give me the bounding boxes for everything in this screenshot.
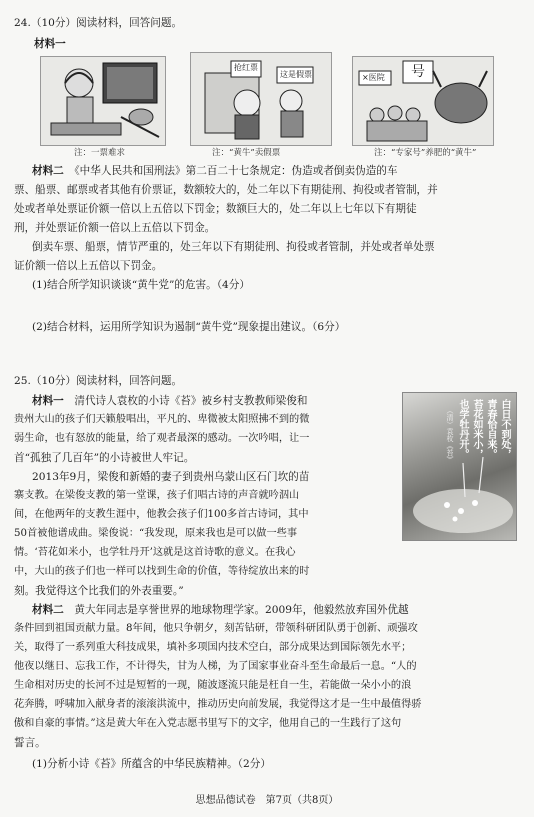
- q24-material2-line-4: 刑，并处票证价额一倍以上五倍以下罚金。: [14, 222, 216, 234]
- q25-material2-line-6: 花奔腾，呼啸加入献身者的滚滚洪流中，推动历史向前发展，我觉得这才是一生中最值得骄: [14, 699, 422, 710]
- q25-material1-line-1: [32, 392, 307, 411]
- q24-header: 24.（10分）阅读材料，回答问题。: [14, 17, 183, 29]
- cartoon-ticket-hard-to-get: [40, 56, 166, 146]
- q25-question-1: (1)分析小诗《苔》所蕴含的中华民族精神。（2分）: [32, 758, 271, 770]
- cartoon-2-caption: 注：“黄牛”卖假票: [212, 148, 281, 158]
- q25-material2-line-4: 他夜以继日、忘我工作，不计得失，甘为人梯，为了国家事业奋斗至生命最后一息。“人的: [14, 661, 417, 672]
- poem-text-column-4: 也学牡丹开。: [457, 399, 468, 459]
- poem-author: （清）袁枚《苔》: [446, 407, 454, 463]
- q25-material1-first-text: 清代诗人袁枚的小诗《苔》被乡村支教教师梁俊和: [74, 395, 308, 407]
- q25-material1-label: 材料一: [32, 395, 64, 407]
- cartoon-expert-number-scalper: [352, 56, 494, 146]
- sign-grab-ticket: 抢红票: [234, 63, 258, 72]
- poem-text-column-2: 青春恰自来。: [485, 399, 496, 459]
- q25-material1-line-6: 寨支教。在梁俊支教的第一堂课，孩子们唱古诗的声音就吟泅山: [14, 490, 300, 501]
- q25-material1-line-3: 弱生命，也有怒放的能量，给了观者最深的感动。一次吟唱，让一: [14, 433, 310, 444]
- q24-question-1: (1)结合所学知识谈谈“黄牛党”的危害。（4分）: [32, 279, 250, 291]
- q24-material2-line-3: 处或者单处票证价额一倍以上五倍以下罚金；数额巨大的，处二年以上七年以下有期徒: [14, 203, 417, 215]
- q24-material2-label: 材料二: [32, 165, 64, 177]
- q25-material2-line-2: 条件回到祖国贡献力量。8年间，他只争朝夕，刻苦钻研，带领科研团队勇于创新、顽强攻: [14, 623, 418, 634]
- q25-material2-line-8: 誓言。: [14, 737, 46, 749]
- cartoon-ticket-illustration: [41, 57, 165, 145]
- q25-material1-line-7: 间，在他两年的支教生涯中，他教会孩子们100多首古诗词，其中: [14, 509, 309, 520]
- q24-material2-line-5: 倒卖车票、船票，情节严重的，处三年以下有期徒刑、拘役或者管制，并处或者单处票: [32, 241, 435, 253]
- q25-material1-line-2: 贵州大山的孩子们天籁般唱出，平凡的、卑微被太阳照拂不到的微: [14, 414, 310, 425]
- q25-material2-line-5: 生命相对历史的长河不过是短暂的一现，随波逐流只能是枉自一生，若能做一朵小小的浪: [14, 680, 412, 691]
- poem-moss-photo: [402, 392, 517, 541]
- q25-material1-line-10: 中，大山的孩子们也一样可以找到生命的价值，等待绽放出来的时: [14, 566, 310, 577]
- q25-material2-line-1: [32, 601, 409, 620]
- poem-text-column-1: 白日不到处，: [499, 399, 510, 459]
- sign-fake-ticket: 这是假票: [280, 70, 312, 79]
- q25-material2-label: 材料二: [32, 604, 64, 616]
- q25-material2-first-text: 黄大年同志是享誉世界的地球物理学家。2009年，他毅然放弃国外优越: [74, 604, 409, 616]
- sign-number: 号: [411, 64, 425, 80]
- q24-material2-line-6: 证价额一倍以上五倍以下罚金。: [14, 260, 163, 272]
- q25-material1-line-8: 50首被他谱成曲。梁俊说：“我发现，原来我也是可以做一些事: [14, 528, 298, 539]
- q25-material1-line-9: 情。‘苔花如米小，也学牡丹开’这就是这首诗歌的意义。在我心: [14, 547, 296, 558]
- cartoon-scalper-fake-tickets: [190, 52, 332, 146]
- poem-text-column-3: 苔花如米小，: [471, 399, 482, 459]
- q25-header: 25.（10分）阅读材料，回答问题。: [14, 375, 183, 387]
- cartoon-scalper-illustration: [191, 53, 331, 145]
- q25-material1-line-4: 首“孤独了几百年”的小诗被世人牢记。: [14, 452, 195, 464]
- q25-material2-line-3: 关，取得了一系列重大科技成果，填补多项国内技术空白，部分成果达到国际领先水平；: [14, 642, 412, 653]
- page-footer: 思想品德试卷 第7页（共8页）: [195, 795, 339, 806]
- q25-material2-line-7: 傲和自豪的事情。”这是黄大年在入党志愿书里写下的文字，他用自己的一生践行了这句: [14, 718, 402, 729]
- q24-material1-label: 材料一: [34, 38, 66, 50]
- cartoon-3-caption: 注：“专家号”养肥的“黄牛”: [374, 148, 477, 158]
- q24-question-2: (2)结合材料，运用所学知识为遏制“黄牛党”现象提出建议。（6分）: [32, 321, 346, 333]
- cartoon-1-caption: 注：一票难求: [74, 148, 126, 158]
- q25-material1-line-5: 2013年9月，梁俊和新婚的妻子到贵州乌蒙山区石门坎的苗: [32, 471, 310, 483]
- sign-hospital: ×医院: [362, 73, 385, 82]
- q25-material1-line-11: 刻。我觉得这个比我们的外表重要。”: [14, 585, 184, 597]
- q24-material2-first-text: 《中华人民共和国刑法》第二百二十七条规定：伪造或者倒卖伪造的车: [74, 165, 398, 177]
- q24-material2-line-2: 票、船票、邮票或者其他有价票证，数额较大的，处二年以下有期徒刑、拘役或者管制，并: [14, 184, 438, 196]
- q24-material2-line-1: [32, 162, 397, 181]
